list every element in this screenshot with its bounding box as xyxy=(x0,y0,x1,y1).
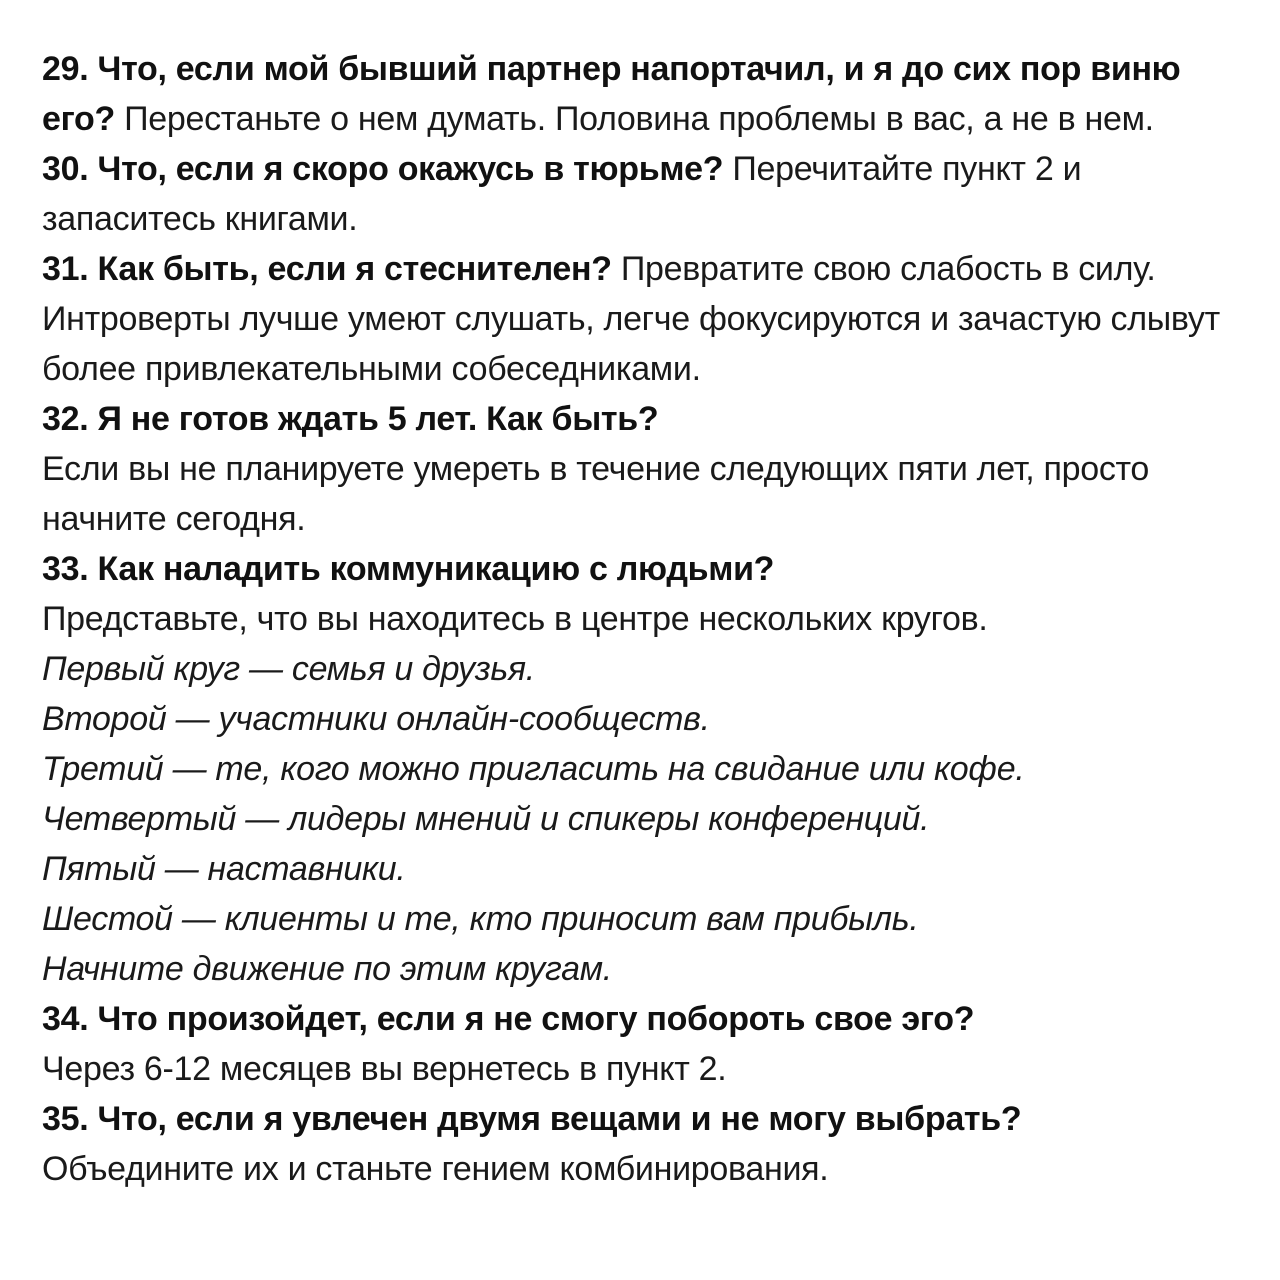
question-30: 30. Что, если я скоро окажусь в тюрьме? xyxy=(42,150,724,188)
question-35: 35. Что, если я увлечен двумя вещами и не могу выбрать? xyxy=(42,1100,1022,1138)
faq-item-35 xyxy=(42,1094,1252,1194)
circle-line: Первый круг — семья и друзья. xyxy=(42,650,535,688)
faq-item-34 xyxy=(42,994,1252,1094)
answer-31: Превратите свою слабость в силу. Интроверты лучше умеют слушать, легче фокусируются и зачастую слывут более привлекательными собеседниками. xyxy=(42,250,1220,388)
circle-line: Начните движение по этим кругам. xyxy=(42,950,612,988)
circle-line: Шестой — клиенты и те, кто приносит вам прибыль. xyxy=(42,900,919,938)
faq-item-32 xyxy=(42,394,1252,544)
answer-29: Перестаньте о нем думать. Половина проблемы в вас, а не в нем. xyxy=(124,100,1154,138)
answer-34: Через 6-12 месяцев вы вернетесь в пункт 2. xyxy=(42,1050,727,1088)
circle-line: Пятый — наставники. xyxy=(42,850,406,888)
question-33: 33. Как наладить коммуникацию с людьми? xyxy=(42,550,775,588)
answer-32: Если вы не планируете умереть в течение следующих пяти лет, просто начните сегодня. xyxy=(42,450,1150,538)
question-32: 32. Я не готов ждать 5 лет. Как быть? xyxy=(42,400,659,438)
question-31: 31. Как быть, если я стеснителен? xyxy=(42,250,612,288)
circle-line: Третий — те, кого можно пригласить на свидание или кофе. xyxy=(42,750,1025,788)
circle-line: Второй — участники онлайн-сообществ. xyxy=(42,700,710,738)
question-34: 34. Что произойдет, если я не смогу побороть свое эго? xyxy=(42,1000,975,1038)
faq-item-29 xyxy=(42,44,1252,144)
answer-30: Перечитайте пункт 2 и запаситесь книгами. xyxy=(42,150,1082,238)
faq-item-31 xyxy=(42,244,1252,394)
answer-33: Представьте, что вы находитесь в центре нескольких кругов. xyxy=(42,600,988,638)
faq-document xyxy=(42,44,1252,1194)
circle-line: Четвертый — лидеры мнений и спикеры конференций. xyxy=(42,800,930,838)
answer-35: Объедините их и станьте гением комбинирования. xyxy=(42,1150,829,1188)
faq-item-33 xyxy=(42,544,1252,994)
question-29: 29. Что, если мой бывший партнер напортачил, и я до сих пор виню его? xyxy=(42,50,1181,138)
faq-item-30 xyxy=(42,144,1252,244)
